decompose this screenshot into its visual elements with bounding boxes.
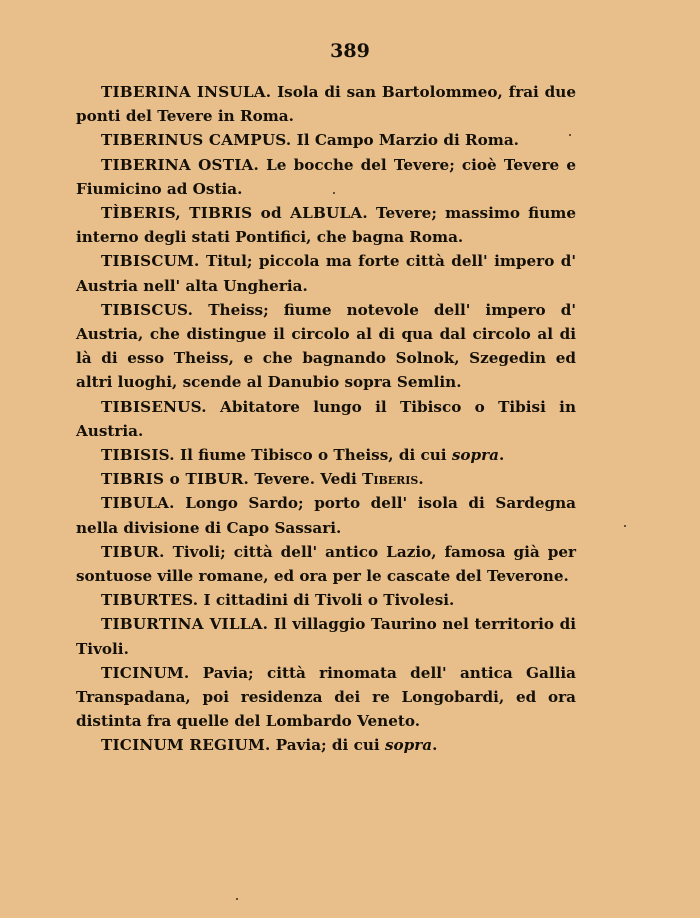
paper-speck [569, 134, 571, 136]
dictionary-entries [76, 80, 576, 758]
entry-headword: TIBURTINA VILLA. [101, 615, 269, 634]
entry-definition: Tivoli; città dell' antico Lazio, famosa già per sontuose ville romane, ed ora per le cascate del Teverone. [76, 542, 576, 586]
entry-headword: TIBERINA INSULA. [101, 83, 272, 101]
entry-tiburtes [76, 588, 576, 612]
entry-tibris [76, 467, 576, 491]
entry-definition: Theiss; fiume notevole dell' impero d' Austria, che distingue il circolo al di qua dal circolo al di là di esso Theiss, e che bagnando Solnok, Szegedin ed altri luoghi, scende al Danubio sopra Semlin. [76, 300, 576, 392]
entry-tibur [76, 540, 576, 588]
entry-headword: TIBERINA OSTIA. [101, 155, 260, 174]
entry-headword: TIBERINUS CAMPUS. [101, 131, 292, 150]
entry-definition: Tevere. Vedi [249, 470, 363, 489]
entry-cross-reference: Tiberis [362, 470, 419, 489]
paper-speck [333, 192, 335, 194]
entry-headword: TÌBERIS, TIBRIS od ALBULA. [101, 204, 368, 223]
entry-italic-word: sopra [384, 736, 433, 755]
entry-headword: TIBISENUS. [101, 397, 207, 416]
page-number: 389 [330, 40, 370, 62]
entry-tibisenus [76, 395, 576, 443]
entry-headword: TICINUM. [101, 663, 190, 682]
entry-headword: TIBURTES. [101, 591, 199, 610]
entry-tibiscum [76, 249, 576, 297]
entry-ticinum [76, 661, 576, 734]
entry-definition: Tevere; massimo fiume interno degli stati Pontifici, che bagna Roma. [76, 204, 576, 247]
entry-definition: Isola di san Bartolommeo, frai due ponti del Tevere in Roma. [76, 83, 576, 126]
entry-definition: Pavia; città rinomata dell' antica Gallia Transpadana, poi residenza dei re Longobardi, ed ora distinta fra quelle del Lombardo Veneto. [76, 663, 576, 731]
entry-headword: TIBULA. [101, 494, 175, 513]
entry-tibula [76, 491, 576, 539]
paper-speck [624, 525, 626, 527]
entry-headword: TICINUM REGIUM. [101, 736, 271, 755]
entry-tiburtina-villa [76, 612, 576, 660]
entry-definition: Le bocche del Tevere; cioè Tevere e Fiumicino ad Ostia. [76, 155, 576, 198]
entry-tibisis [76, 443, 576, 467]
entry-definition: Longo Sardo; porto dell' isola di Sardegna nella divisione di Capo Sassari. [76, 494, 576, 537]
entry-definition: Titul; piccola ma forte città dell' impero d' Austria nell' alta Ungheria. [76, 252, 576, 295]
entry-tibiscus [76, 298, 576, 395]
paper-speck [236, 898, 238, 900]
entry-definition: Il Campo Marzio di Roma. [291, 131, 519, 150]
entry-definition: Il fiume Tibisco o Theiss, di cui [174, 446, 452, 465]
entry-tiberinus-campus [76, 128, 576, 152]
entry-definition: Abitatore lungo il Tibisco o Tibisi in Austria. [76, 397, 576, 440]
entry-headword: TIBRIS o TIBUR. [101, 470, 250, 489]
entry-tail: . [418, 470, 424, 489]
entry-definition: I cittadini di Tivoli o Tivolesi. [198, 591, 455, 610]
entry-ticinum-regium [76, 733, 576, 757]
entry-tiberina-insula [76, 80, 576, 128]
entry-headword: TIBUR. [101, 542, 165, 561]
entry-headword: TIBISIS. [101, 446, 175, 465]
entry-headword: TIBISCUM. [101, 252, 200, 271]
entry-tiberis [76, 201, 576, 249]
entry-definition: Pavia; di cui [270, 736, 385, 755]
entry-italic-word: sopra [451, 446, 500, 465]
entry-tail: . [432, 736, 438, 755]
entry-headword: TIBISCUS. [101, 300, 194, 319]
entry-definition: Il villaggio Taurino nel territorio di Tivoli. [76, 615, 577, 658]
entry-tiberina-ostia [76, 153, 576, 201]
entry-tail: . [499, 446, 505, 465]
